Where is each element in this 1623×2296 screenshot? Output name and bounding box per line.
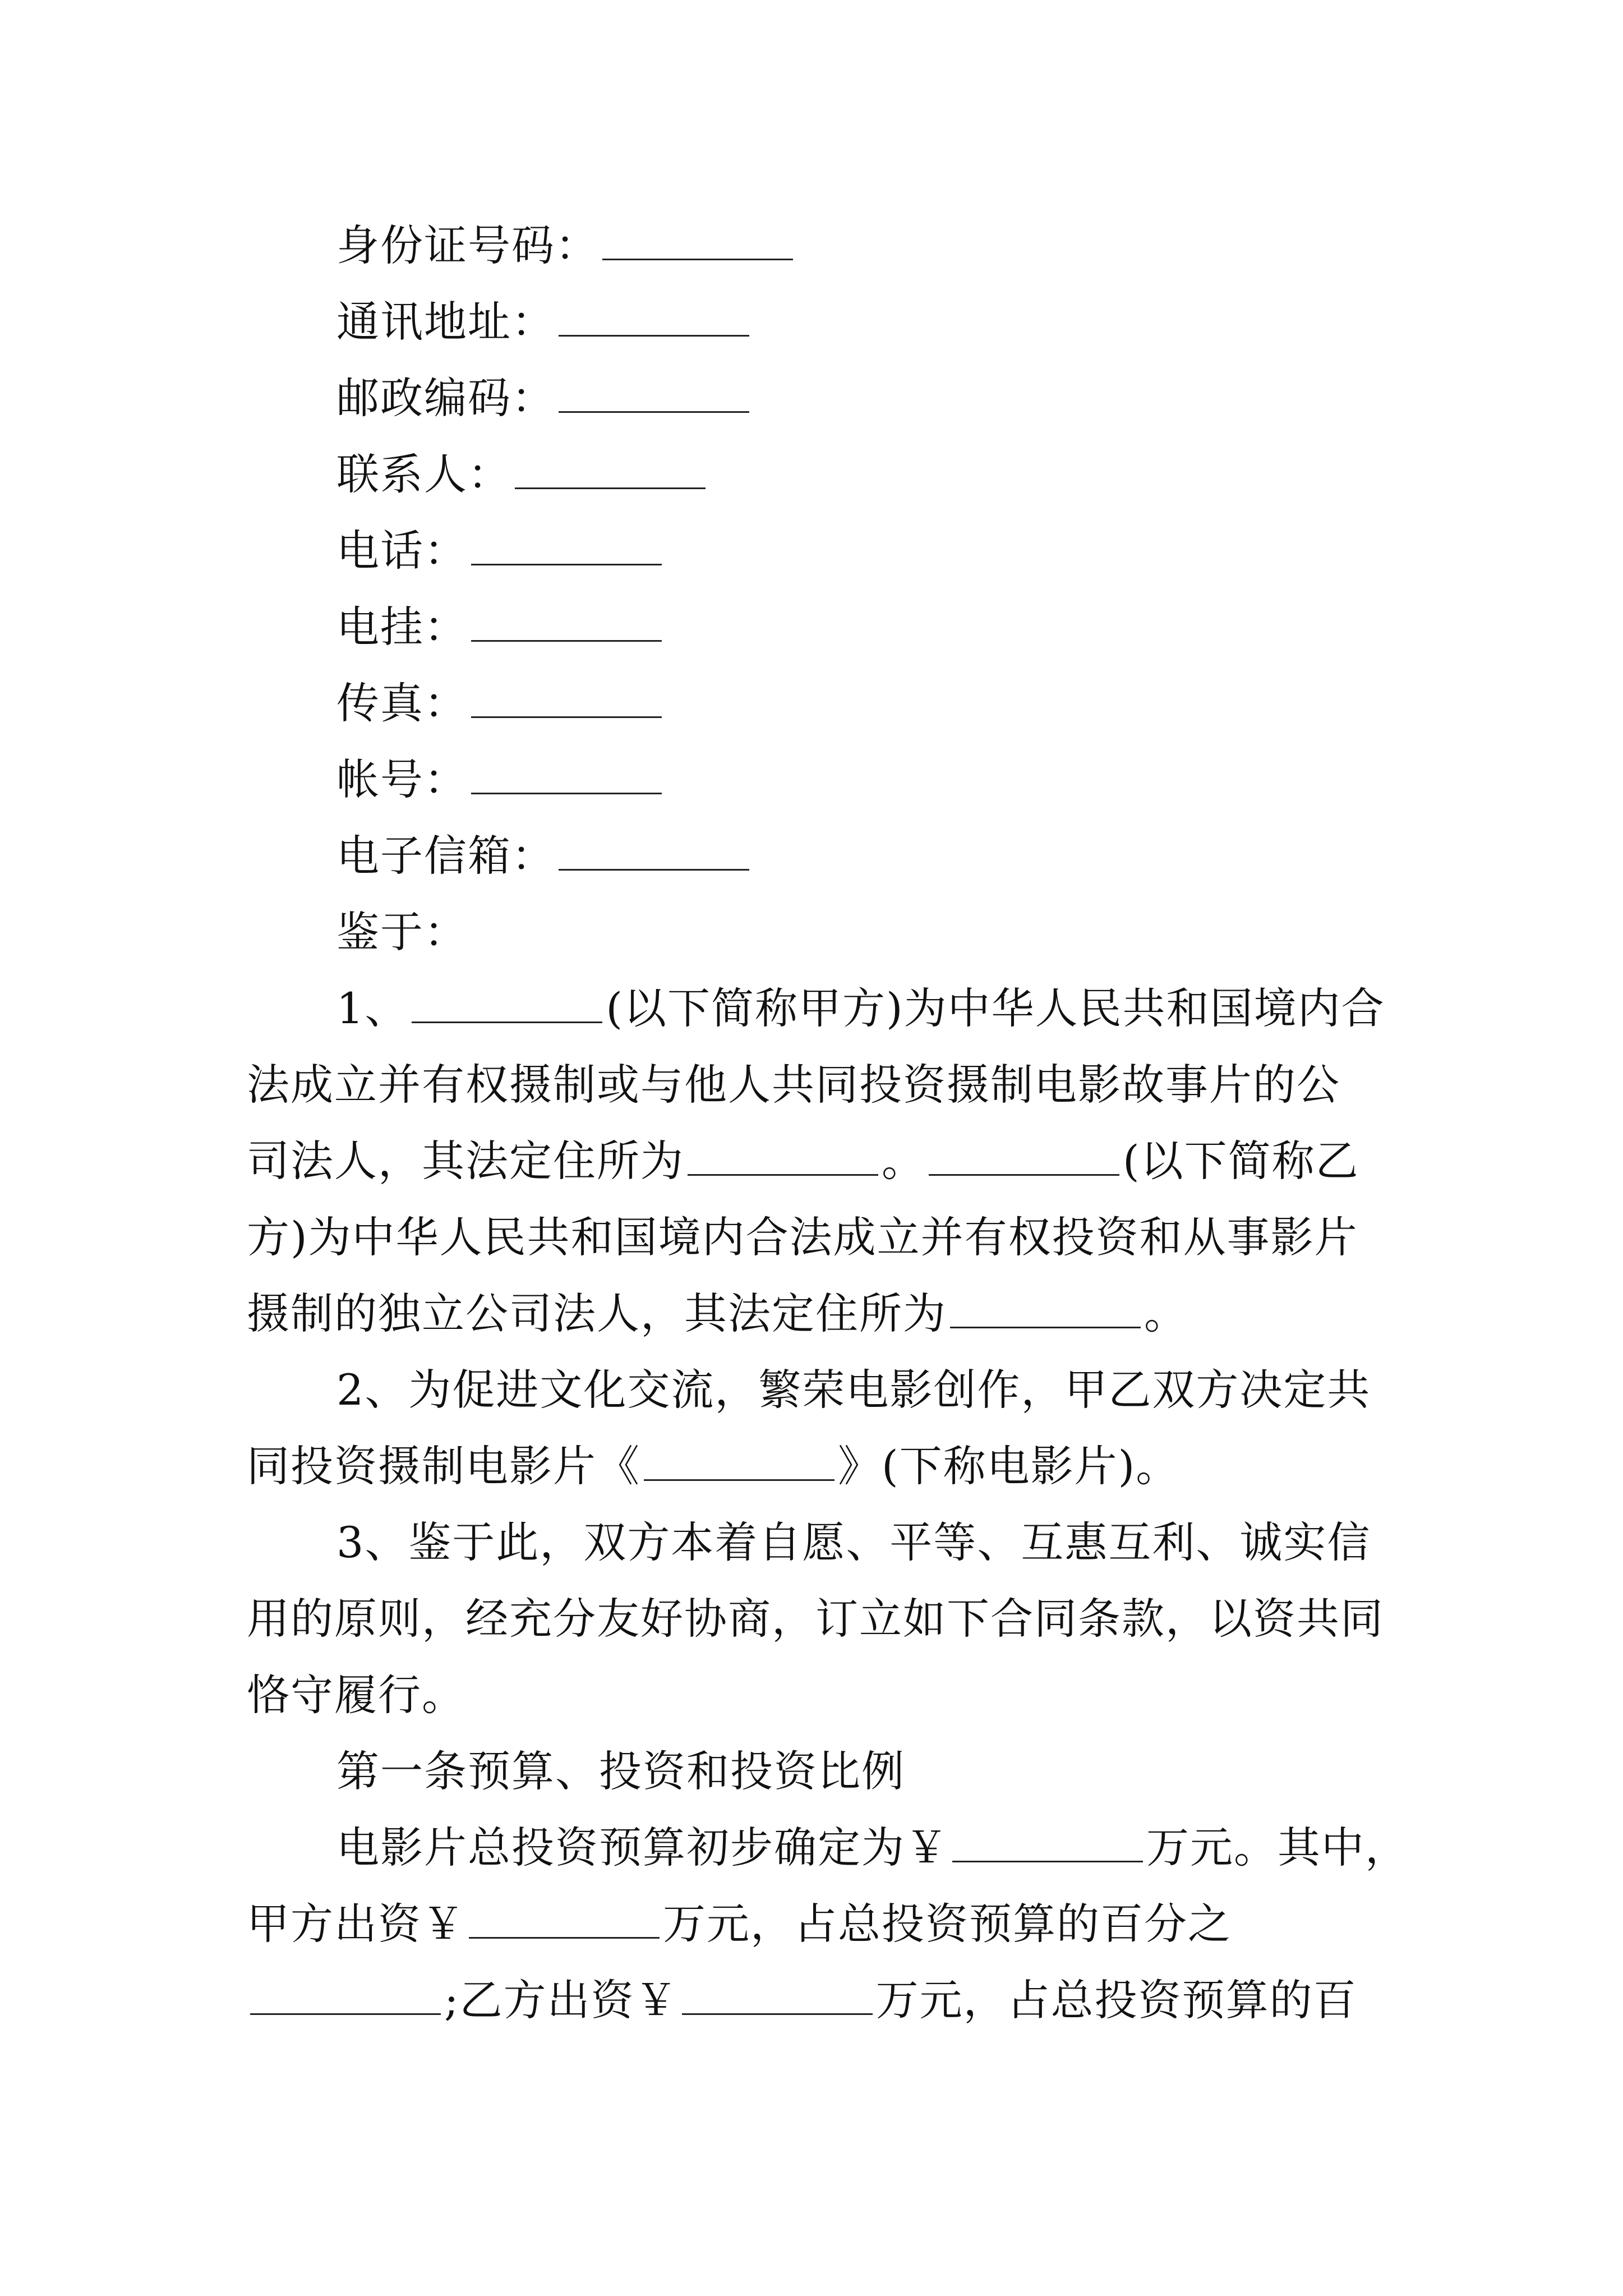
- text-segment: 甲方出资￥: [247, 1899, 465, 1949]
- blank-line: [412, 982, 602, 1023]
- article-1-line-1: [247, 1810, 1409, 1886]
- paragraph-1-line-5: [247, 1276, 1380, 1352]
- text-segment: 摄制的独立公司法人，其法定住所为: [247, 1289, 947, 1338]
- blank-line: [471, 524, 662, 565]
- field-telegraph: [247, 589, 1380, 665]
- blank-line: [250, 1974, 441, 2015]
- text-segment: 。: [882, 1136, 925, 1186]
- blank-line: [471, 677, 662, 718]
- field-account: [247, 742, 1380, 818]
- text-segment: 3、鉴于此，双方本着自愿、平等、互惠互利、诚实信: [336, 1517, 1371, 1567]
- paragraph-1-line-2: [247, 1047, 1380, 1123]
- text-segment: ;乙方出资￥: [444, 1975, 679, 2025]
- field-label: 电挂：: [336, 602, 468, 652]
- whereas-heading: [247, 894, 1380, 970]
- text-segment: 法成立并有权摄制或与他人共同投资摄制电影故事片的公: [247, 1060, 1340, 1110]
- field-label: 电话：: [336, 526, 468, 576]
- paragraph-2-line-1: [247, 1352, 1380, 1428]
- paragraph-3-line-1: [247, 1504, 1380, 1581]
- field-label: 联系人：: [336, 449, 511, 499]
- blank-line: [559, 830, 749, 871]
- blank-line: [602, 219, 793, 260]
- paragraph-1-line-1: [247, 970, 1385, 1047]
- blank-line: [471, 601, 662, 642]
- article-1-title: [247, 1733, 1380, 1810]
- text-segment: 》(下称电影片)。: [838, 1441, 1180, 1491]
- text-segment: 用的原则，经充分友好协商，订立如下合同条款，以资共同: [247, 1594, 1384, 1644]
- paragraph-1-line-3: [247, 1123, 1380, 1199]
- text-segment: 1、: [336, 983, 409, 1033]
- text-segment: 方)为中华人民共和国境内合法成立并有权投资和从事影片: [247, 1212, 1358, 1262]
- field-label: 身份证号码：: [336, 220, 599, 270]
- blank-line: [515, 448, 706, 489]
- field-email: [247, 818, 1380, 894]
- text-segment: 万元。其中，: [1146, 1823, 1409, 1872]
- field-contact-person: [247, 436, 1380, 513]
- text-segment: 恪守履行。: [247, 1670, 465, 1720]
- field-label: 传真：: [336, 678, 468, 728]
- text-segment: 电影片总投资预算初步确定为￥: [336, 1823, 949, 1872]
- paragraph-3-line-3: [247, 1657, 1380, 1733]
- blank-line: [950, 1287, 1141, 1328]
- field-label: 电子信箱：: [336, 831, 555, 881]
- text-segment: 同投资摄制电影片《: [247, 1441, 640, 1491]
- article-1-line-3: [247, 1962, 1380, 2039]
- text-segment: (以下简称乙: [1123, 1136, 1359, 1186]
- blank-line: [688, 1135, 878, 1176]
- field-label: 帐号：: [336, 754, 468, 804]
- text-segment: 万元，占总投资预算的百: [875, 1975, 1357, 2025]
- blank-line: [952, 1821, 1143, 1862]
- text-segment: 。: [1144, 1289, 1188, 1338]
- field-address: [247, 284, 1380, 360]
- text-segment: 2、为促进文化交流，繁荣电影创作，甲乙双方决定共: [336, 1365, 1371, 1415]
- text-segment: 第一条预算、投资和投资比例: [336, 1746, 905, 1796]
- blank-line: [559, 296, 749, 337]
- field-phone: [247, 513, 1380, 589]
- field-fax: [247, 665, 1380, 742]
- paragraph-1-line-4: [247, 1199, 1380, 1276]
- text-segment: 司法人，其法定住所为: [247, 1136, 684, 1186]
- text-segment: 万元，占总投资预算的百分之: [663, 1899, 1232, 1949]
- paragraph-2-line-2: [247, 1428, 1380, 1504]
- blank-line: [644, 1440, 834, 1481]
- blank-line: [929, 1135, 1119, 1176]
- blank-line: [682, 1974, 873, 2015]
- field-id-number: [247, 208, 1380, 284]
- field-label: 通讯地址：: [336, 297, 555, 347]
- field-label: 邮政编码：: [336, 373, 555, 423]
- whereas-label: 鉴于：: [336, 907, 468, 957]
- blank-line: [559, 372, 749, 413]
- article-1-line-2: [247, 1886, 1380, 1962]
- field-postal-code: [247, 360, 1380, 436]
- paragraph-3-line-2: [247, 1581, 1384, 1657]
- document-page: [247, 208, 1409, 2039]
- blank-line: [471, 753, 662, 794]
- text-segment: (以下简称甲方)为中华人民共和国境内合: [606, 983, 1385, 1033]
- blank-line: [469, 1898, 660, 1939]
